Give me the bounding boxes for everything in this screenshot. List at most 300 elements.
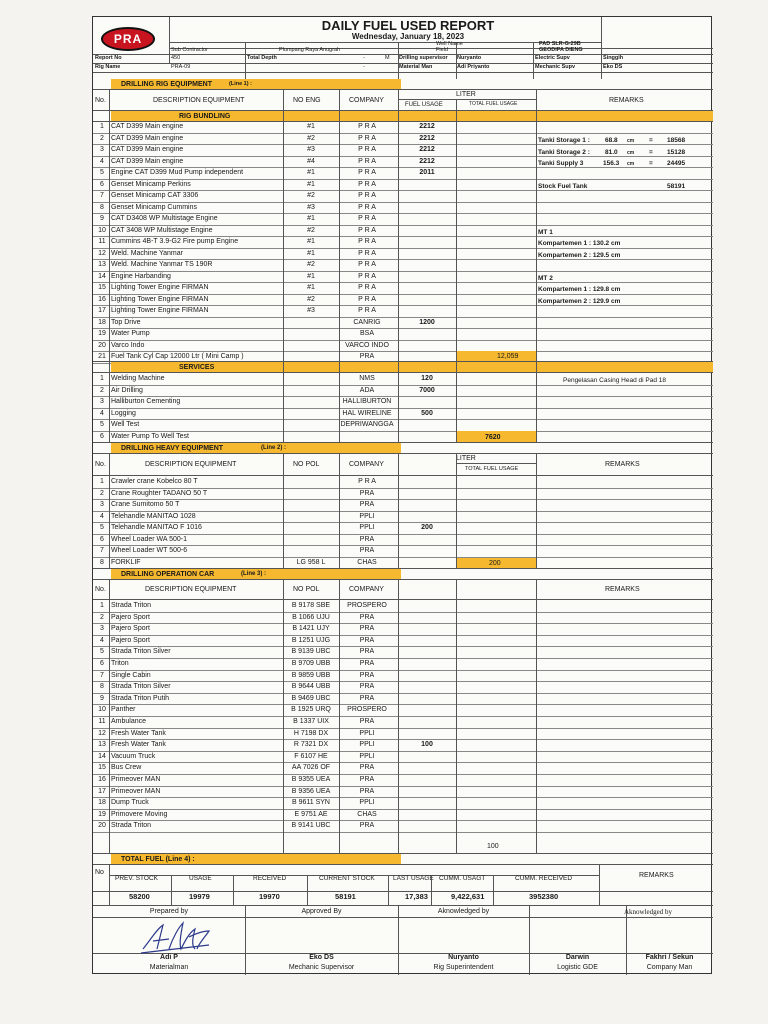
section1-band: DRILLING RIG EQUIPMENT (Line 1) : bbox=[111, 79, 401, 89]
table-row bbox=[93, 202, 713, 213]
row-number: 17 bbox=[98, 787, 106, 795]
row-engine-or-plate: #2 bbox=[307, 192, 315, 199]
row-description: Lighting Tower Engine FIRMAN bbox=[111, 284, 209, 291]
row-fuel-usage: 120 bbox=[421, 375, 433, 382]
table-row bbox=[93, 213, 713, 224]
row-description: Fresh Water Tank bbox=[111, 729, 166, 737]
section3-band: DRILLING OPERATION CAR (Line 3) : bbox=[111, 569, 401, 579]
table-row bbox=[93, 225, 713, 236]
tank-storage-2-result: 15128 bbox=[667, 149, 686, 156]
row-company: P R A bbox=[358, 272, 376, 280]
row-company: PRA bbox=[359, 764, 375, 772]
table-row bbox=[93, 259, 713, 270]
pra-logo: PRA bbox=[101, 27, 155, 51]
s2-col-remarks: REMARKS bbox=[605, 461, 640, 468]
col-cumm-usage: CUMM. USAGT bbox=[439, 875, 486, 882]
row-number: 10 bbox=[98, 706, 106, 714]
row-company: PRA bbox=[359, 501, 375, 508]
row-company: VARCO INDO bbox=[345, 341, 389, 349]
electric-supv-label: Electric Supv bbox=[535, 55, 570, 61]
row-description: Bus Crew bbox=[111, 764, 142, 772]
signer-2-name: Eko DS bbox=[309, 954, 334, 961]
col-total-fuel: TOTAL FUEL USAGE bbox=[469, 101, 518, 107]
row-description: Lighting Tower Engine FIRMAN bbox=[111, 307, 209, 314]
row-engine-or-plate: #3 bbox=[307, 203, 315, 211]
depth-dash: - bbox=[363, 55, 365, 61]
table-row bbox=[93, 751, 713, 762]
s2-col-total: TOTAL FUEL USAGE bbox=[465, 466, 519, 472]
col-last-usage: LAST USAGE bbox=[393, 875, 434, 882]
row-number: 1 bbox=[100, 602, 104, 609]
row-company: PRA bbox=[359, 613, 375, 621]
tank-storage-1-value: 68.8 bbox=[605, 137, 618, 144]
row-number: 11 bbox=[98, 718, 106, 725]
row-number: 17 bbox=[98, 307, 106, 314]
row-company: P R A bbox=[358, 238, 376, 245]
row-number: 10 bbox=[98, 226, 106, 234]
table-row bbox=[93, 305, 713, 316]
row-company: BSA bbox=[359, 330, 374, 337]
report-date: Wednesday, January 18, 2023 bbox=[351, 32, 465, 41]
row-number: 14 bbox=[98, 272, 106, 280]
rig-name-value: PRA-09 bbox=[171, 64, 191, 70]
service-remark: Pengelasan Casing Head di Pad 18 bbox=[563, 377, 666, 384]
mt2-kompartemen-1: Kompartemen 1 : 129.8 cm bbox=[538, 286, 621, 293]
field-label: Field bbox=[436, 47, 448, 53]
row-company: P R A bbox=[358, 146, 376, 153]
row-company: P R A bbox=[358, 295, 376, 303]
s2-col-no: No. bbox=[95, 461, 106, 468]
row-description: Crane Sumitomo 50 T bbox=[111, 501, 180, 508]
row-description: Strada Triton Silver bbox=[111, 648, 171, 656]
col-received: RECEIVED bbox=[253, 875, 287, 882]
row-description: Genset Minicamp CAT 3306 bbox=[111, 192, 199, 199]
row-fuel-usage: 2212 bbox=[419, 123, 435, 130]
row-number: 8 bbox=[100, 683, 104, 691]
col-liter: LITER bbox=[456, 91, 476, 98]
cumm-received-value: 3952380 bbox=[529, 892, 559, 901]
tank-storage-2-label: Tanki Storage 2 : bbox=[538, 149, 590, 156]
row-description: Top Drive bbox=[111, 318, 141, 326]
depth-unit: M bbox=[385, 55, 390, 61]
col-eng: NO ENG bbox=[293, 97, 321, 104]
acknowledged-by-label-2: Aknowledged by bbox=[623, 908, 673, 916]
row-fuel-usage: 500 bbox=[421, 409, 433, 417]
row-engine-or-plate: B 1066 UJU bbox=[292, 613, 330, 621]
table-row bbox=[93, 623, 713, 634]
row-company: P R A bbox=[358, 169, 376, 176]
row-fuel-usage: 2212 bbox=[419, 157, 435, 165]
table-row bbox=[93, 557, 713, 568]
section4-band: TOTAL FUEL (Line 4) : bbox=[111, 854, 401, 864]
operation-car-rows bbox=[93, 600, 713, 850]
row-engine-or-plate: #1 bbox=[307, 215, 315, 222]
row-number: 18 bbox=[98, 799, 106, 807]
table-row bbox=[93, 635, 713, 646]
s2-col-pol: NO POL bbox=[293, 461, 320, 468]
row-company: P R A bbox=[358, 180, 376, 188]
row-company: DEPRIWANGGA bbox=[340, 421, 394, 428]
row-engine-or-plate: #2 bbox=[307, 261, 315, 268]
row-company: PRA bbox=[359, 822, 375, 830]
row-number: 2 bbox=[100, 134, 104, 142]
row-number: 16 bbox=[98, 776, 106, 783]
row-description: Primeover MAN bbox=[111, 787, 161, 795]
row-fuel-usage: 200 bbox=[421, 524, 433, 531]
s3-col-desc: DESCRIPTION EQUIPMENT bbox=[145, 586, 237, 593]
s2-col-company: COMPANY bbox=[349, 461, 384, 468]
row-number: 9 bbox=[100, 215, 104, 222]
row-engine-or-plate: #1 bbox=[307, 169, 315, 176]
approved-by-label: Approved By bbox=[301, 908, 342, 915]
row-engine-or-plate: LG 958 L bbox=[296, 558, 326, 566]
tank-storage-2-value: 81.0 bbox=[605, 149, 618, 156]
row-number: 12 bbox=[98, 729, 106, 737]
row-number: 14 bbox=[98, 752, 106, 760]
row-engine-or-plate: B 9139 UBC bbox=[291, 648, 331, 656]
row-number: 2 bbox=[100, 386, 104, 394]
tank-storage-2-eq: = bbox=[649, 149, 653, 156]
table-row bbox=[93, 271, 713, 282]
table-row bbox=[93, 820, 713, 831]
row-company: NMS bbox=[359, 375, 375, 382]
row-number: 8 bbox=[100, 203, 104, 211]
row-engine-or-plate: B 9141 UBC bbox=[291, 822, 331, 830]
tank-supply-3-result: 24495 bbox=[667, 160, 686, 167]
row-number: 20 bbox=[98, 341, 106, 349]
row-company: P R A bbox=[358, 249, 376, 257]
row-engine-or-plate: H 7198 DX bbox=[293, 729, 329, 737]
car-total: 100 bbox=[487, 843, 499, 850]
table-row bbox=[93, 396, 713, 407]
row-number: 15 bbox=[98, 284, 106, 291]
rig-bundling-title: RIG BUNDLING bbox=[179, 113, 231, 120]
received-value: 19970 bbox=[259, 892, 280, 901]
row-engine-or-plate: R 7321 DX bbox=[293, 741, 329, 749]
row-company: P R A bbox=[358, 203, 376, 211]
table-row bbox=[93, 431, 713, 442]
row-description: Single Cabin bbox=[111, 671, 151, 679]
stock-fuel-value: 58191 bbox=[667, 183, 686, 190]
row-description: Strada Triton Putih bbox=[111, 694, 169, 702]
table-row bbox=[93, 693, 713, 704]
row-company: ADA bbox=[359, 386, 375, 394]
row-company: PRA bbox=[359, 718, 375, 725]
table-row bbox=[93, 658, 713, 669]
tank-storage-1-eq: = bbox=[649, 137, 653, 144]
row-number: 13 bbox=[98, 741, 106, 749]
row-company: PRA bbox=[359, 648, 375, 656]
row-number: 5 bbox=[100, 169, 104, 176]
row-description: Primovere Moving bbox=[111, 810, 168, 818]
row-engine-or-plate: #1 bbox=[307, 238, 315, 245]
table-row bbox=[93, 522, 713, 533]
row-engine-or-plate: #1 bbox=[307, 249, 315, 257]
mt2-kompartemen-2: Kompartemen 2 : 129.9 cm bbox=[538, 298, 621, 305]
row-description: CAT D399 Main engine bbox=[111, 146, 184, 153]
table-row bbox=[93, 179, 713, 190]
row-description: Dump Truck bbox=[111, 799, 149, 807]
row-description: Genset Minicamp Cummins bbox=[111, 203, 197, 211]
electric-supv-value: Singgih bbox=[603, 55, 624, 61]
row-number: 12 bbox=[98, 249, 106, 257]
row-company: P R A bbox=[358, 134, 376, 142]
section2-band: DRILLING HEAVY EQUIPMENT (Line 2) : bbox=[111, 443, 401, 453]
col-remarks: REMARKS bbox=[609, 97, 644, 104]
col-no: No. bbox=[95, 97, 106, 104]
row-engine-or-plate: B 1337 UIX bbox=[293, 718, 329, 725]
row-description: Wheel Loader WT 500-6 bbox=[111, 547, 188, 554]
row-company: PROSPERO bbox=[347, 602, 387, 609]
table-row bbox=[93, 774, 713, 785]
row-fuel-usage: 1200 bbox=[419, 318, 435, 326]
tank-storage-2-unit: cm bbox=[627, 150, 635, 156]
table-row bbox=[93, 167, 713, 178]
row-number: 6 bbox=[100, 660, 104, 667]
signer-4-role: Logistic GDE bbox=[557, 964, 598, 971]
col-cumm-received: CUMM. RECEIVED bbox=[515, 875, 573, 882]
table-row bbox=[93, 704, 713, 715]
col-current-stock: CURRENT STOCK bbox=[319, 875, 375, 882]
row-number: 5 bbox=[100, 524, 104, 531]
s2-col-liter: LITER bbox=[456, 455, 476, 462]
row-number: 19 bbox=[98, 810, 106, 818]
s3-col-no: No. bbox=[95, 586, 106, 593]
table-row bbox=[93, 809, 713, 820]
row-description: Triton bbox=[111, 660, 129, 667]
table-row bbox=[93, 408, 713, 419]
s4-col-remarks: REMARKS bbox=[639, 872, 674, 879]
row-number: 4 bbox=[100, 409, 104, 417]
row-company: CANRIG bbox=[353, 318, 381, 326]
row-engine-or-plate: B 1925 URQ bbox=[291, 706, 331, 714]
row-description: Ambulance bbox=[111, 718, 147, 725]
report-title: DAILY FUEL USED REPORT bbox=[321, 18, 495, 33]
row-company: PRA bbox=[359, 694, 375, 702]
row-description: Pajero Sport bbox=[111, 613, 150, 621]
row-company: PRA bbox=[359, 535, 375, 543]
table-row bbox=[93, 739, 713, 750]
col-usage: USAGE bbox=[189, 875, 212, 882]
row-company: PRA bbox=[359, 353, 375, 360]
row-description: Air Drilling bbox=[111, 386, 143, 394]
s4-col-no: No bbox=[95, 869, 104, 876]
row-company: PRA bbox=[359, 671, 375, 679]
mechanic-supv-label: Mechanic Supv bbox=[535, 64, 576, 70]
signer-1-name: Adi P bbox=[160, 954, 178, 961]
table-row bbox=[93, 762, 713, 773]
row-engine-or-plate: E 9751 AE bbox=[294, 810, 328, 818]
row-number: 8 bbox=[100, 558, 104, 566]
signer-4-name: Darwin bbox=[565, 954, 590, 961]
row-company: PPLI bbox=[359, 729, 375, 737]
table-row bbox=[93, 534, 713, 545]
row-description: Varco Indo bbox=[111, 341, 145, 349]
row-description: CAT D399 Main engine bbox=[111, 157, 184, 165]
row-description: Cummins 4B-T 3.9-G2 Fire pump Engine bbox=[111, 238, 239, 245]
row-number: 6 bbox=[100, 180, 104, 188]
row-number: 1 bbox=[100, 375, 104, 382]
sub-contractor-label: Sub Contractor bbox=[171, 47, 208, 53]
mt1-kompartemen-1: Kompartemen 1 : 130.2 cm bbox=[538, 240, 621, 247]
current-stock-value: 58191 bbox=[335, 892, 356, 901]
row-engine-or-plate: B 9644 UBB bbox=[291, 683, 331, 691]
row-engine-or-plate: #4 bbox=[307, 157, 315, 165]
report-no-label: Report No bbox=[95, 55, 122, 61]
row-company: PPLI bbox=[359, 524, 375, 531]
rig-name-label: Rig Name bbox=[95, 64, 121, 70]
row-description: Well Test bbox=[111, 421, 140, 428]
row-number: 1 bbox=[100, 478, 104, 485]
row-engine-or-plate: #1 bbox=[307, 123, 315, 130]
signer-5-name: Fakhri / Sekun bbox=[645, 954, 694, 961]
sub-contractor-value: Plumpang Raya Anugrah bbox=[279, 47, 341, 53]
signer-2-role: Mechanic Supervisor bbox=[288, 964, 355, 971]
row-description: Strada Triton bbox=[111, 822, 152, 830]
table-row bbox=[93, 681, 713, 692]
table-row bbox=[93, 488, 713, 499]
row-description: Welding Machine bbox=[111, 375, 165, 382]
rig-dash: - bbox=[363, 64, 365, 70]
table-row bbox=[93, 545, 713, 556]
row-company: HALLIBURTON bbox=[342, 398, 392, 405]
row-number: 11 bbox=[98, 238, 106, 245]
row-description: Lighting Tower Engine FIRMAN bbox=[111, 295, 209, 303]
tank-storage-1-label: Tanki Storage 1 : bbox=[538, 137, 590, 144]
row-description: Crane Roughter TADANO 50 T bbox=[111, 489, 208, 497]
row-engine-or-plate: B 1251 UJG bbox=[291, 636, 331, 644]
row-engine-or-plate: #1 bbox=[307, 180, 315, 188]
row-number: 3 bbox=[100, 625, 104, 633]
row-engine-or-plate: B 9709 UBB bbox=[291, 660, 331, 667]
row-description: Vacuum Truck bbox=[111, 752, 156, 760]
row-company: PRA bbox=[359, 787, 375, 795]
s3-col-company: COMPANY bbox=[349, 586, 384, 593]
col-fuel-usage: FUEL USAGE bbox=[405, 102, 443, 108]
row-description: Fuel Tank Cyl Cap 12000 Ltr ( Mini Camp ) bbox=[111, 353, 244, 360]
row-description: Telehandle MANITAO 1028 bbox=[111, 512, 196, 520]
tank-supply-3-unit: cm bbox=[627, 161, 635, 167]
table-row bbox=[93, 786, 713, 797]
row-number: 2 bbox=[100, 613, 104, 621]
table-row bbox=[93, 419, 713, 430]
row-number: 13 bbox=[98, 261, 106, 268]
row-number: 20 bbox=[98, 822, 106, 830]
row-company: P R A bbox=[358, 157, 376, 165]
last-usage-value: 17,383 bbox=[405, 892, 428, 901]
row-engine-or-plate: B 9611 SYN bbox=[291, 799, 330, 807]
row-number: 9 bbox=[100, 694, 104, 702]
row-engine-or-plate: F 6107 HE bbox=[294, 752, 328, 760]
cumm-usage-value: 9,422,631 bbox=[451, 892, 485, 901]
row-number: 4 bbox=[100, 157, 104, 165]
row-company: PPLI bbox=[359, 752, 375, 760]
mechanic-supv-value: Eko DS bbox=[603, 64, 623, 70]
mt1-kompartemen-2: Kompartemen 2 : 129.5 cm bbox=[538, 252, 621, 259]
row-number: 3 bbox=[100, 398, 104, 405]
row-company: HAL WIRELINE bbox=[342, 409, 392, 417]
row-description: Water Pump bbox=[111, 330, 150, 337]
row-engine-or-plate: #1 bbox=[307, 284, 315, 291]
table-row bbox=[93, 716, 713, 727]
well-name-label: Well Name bbox=[436, 41, 463, 47]
signer-3-role: Rig Superintendent bbox=[433, 964, 494, 971]
row-fuel-usage: 2212 bbox=[419, 134, 435, 142]
row-number: 19 bbox=[98, 330, 106, 337]
row-description: Water Pump To Well Test bbox=[111, 432, 189, 440]
signature-scribble bbox=[139, 919, 219, 955]
col-prev-stock: PREV. STOCK bbox=[115, 875, 158, 882]
row-description: Panther bbox=[111, 706, 136, 714]
row-description: Wheel Loader WA 500-1 bbox=[111, 535, 188, 543]
row-number: 21 bbox=[98, 353, 106, 360]
s2-col-desc: DESCRIPTION EQUIPMENT bbox=[145, 461, 237, 468]
row-description: Fresh Water Tank bbox=[111, 741, 166, 749]
row-fuel-usage: 100 bbox=[421, 741, 433, 749]
services-total: 7620 bbox=[485, 434, 501, 441]
fuel-report-sheet bbox=[92, 16, 712, 974]
table-row bbox=[93, 476, 713, 487]
row-company: PPLI bbox=[359, 512, 375, 520]
row-company: PRA bbox=[359, 625, 375, 633]
services-title: SERVICES bbox=[179, 364, 215, 371]
col-company: COMPANY bbox=[349, 97, 384, 104]
row-fuel-usage: 7000 bbox=[419, 386, 435, 394]
row-company: P R A bbox=[358, 123, 376, 130]
row-description: CAT D399 Main engine bbox=[111, 134, 184, 142]
table-row bbox=[93, 328, 713, 339]
prev-stock-value: 58200 bbox=[129, 892, 150, 901]
row-engine-or-plate: #1 bbox=[307, 272, 315, 280]
table-row bbox=[93, 121, 713, 132]
row-description: Pajero Sport bbox=[111, 625, 150, 633]
table-row bbox=[93, 600, 713, 611]
row-engine-or-plate: B 1421 UJY bbox=[292, 625, 330, 633]
row-description: Pajero Sport bbox=[111, 636, 150, 644]
row-company: PRA bbox=[359, 547, 375, 554]
row-engine-or-plate: B 9356 UEA bbox=[291, 787, 331, 795]
well-name-value: PAD SLR-G-29B bbox=[539, 41, 581, 47]
row-engine-or-plate: #2 bbox=[307, 226, 315, 234]
row-engine-or-plate: B 9859 UBB bbox=[291, 671, 331, 679]
tank-supply-3-value: 156.3 bbox=[603, 160, 620, 167]
mt2-label: MT 2 bbox=[538, 275, 553, 282]
s3-col-pol: NO POL bbox=[293, 586, 320, 593]
row-description: Weld. Machine Yanmar TS 190R bbox=[111, 261, 213, 268]
table-row bbox=[93, 797, 713, 808]
prepared-by-label: Prepared by bbox=[149, 908, 189, 915]
row-company: P R A bbox=[358, 215, 376, 222]
table-row bbox=[93, 317, 713, 328]
table-row bbox=[93, 385, 713, 396]
row-description: Strada Triton Silver bbox=[111, 683, 171, 691]
row-description: Genset Minicamp Perkins bbox=[111, 180, 191, 188]
row-number: 4 bbox=[100, 512, 104, 520]
table-row bbox=[93, 728, 713, 739]
report-no-value: 450 bbox=[171, 55, 181, 61]
row-number: 1 bbox=[100, 123, 104, 130]
row-description: CAT D399 Main engine bbox=[111, 123, 184, 130]
drilling-supervisor-value: Nuryanto bbox=[457, 55, 482, 61]
row-number: 3 bbox=[100, 146, 104, 153]
tank-supply-3-eq: = bbox=[649, 160, 653, 167]
row-description: CAT D3408 WP Multistage Engine bbox=[111, 215, 218, 222]
col-desc: DESCRIPTION EQUIPMENT bbox=[153, 97, 245, 104]
heavy-equipment-rows bbox=[93, 476, 713, 568]
row-number: 18 bbox=[98, 318, 106, 326]
row-description: Telehandle MANITAO F 1016 bbox=[111, 524, 202, 531]
row-engine-or-plate: #2 bbox=[307, 295, 315, 303]
